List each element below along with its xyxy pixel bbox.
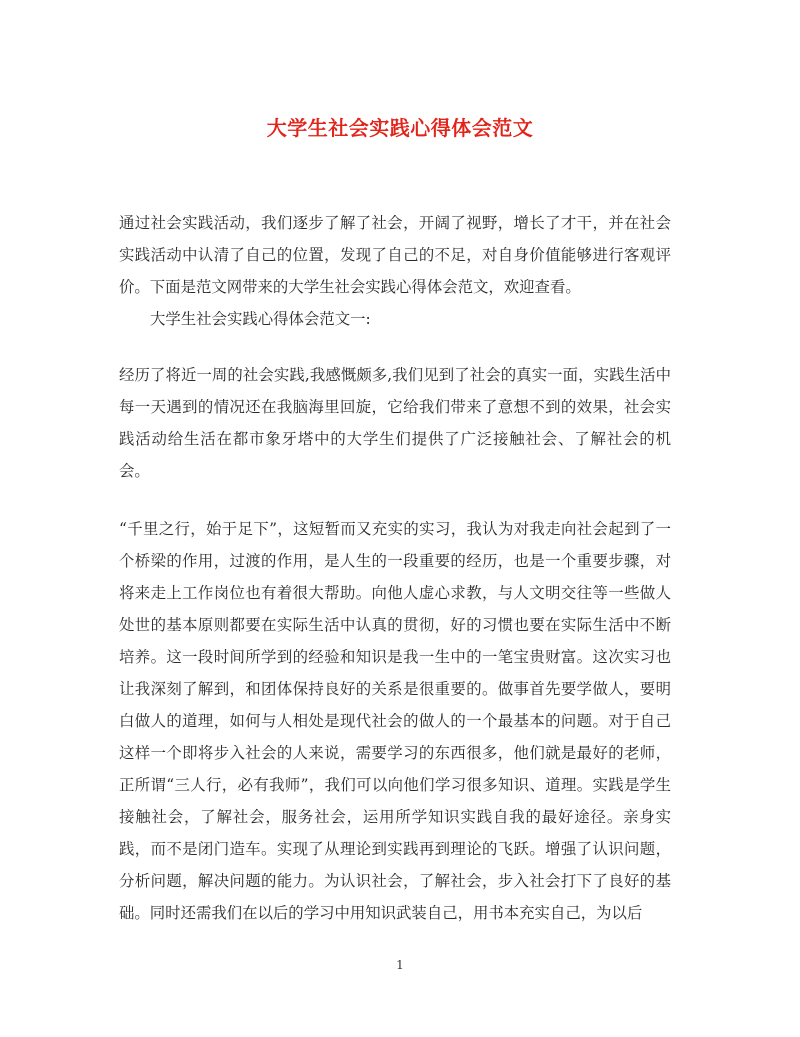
body-paragraph: “千里之行，始于足下”，这短暂而又充实的实习，我认为对我走向社会起到了一个桥梁的作用，过渡的作用，是人生的一段重要的经历，也是一个重要步骤，对将来走上工作岗位也有着很大帮助。向他人虚心求教，与人文明交往等一些做人处世的基本原则都要在实际生活中认真的贯彻，好的习惯也要在实际生活中不断培养。这一段时间所学到的经验和知识是我一生中的一笔宝贵财富。这次实习也让我深刻了解到，和团体保持良好的关系是很重要的。做事首先要学做人，要明白做人的道理，如何与人相处是现代社会的做人的一个最基本的问题。对于自己这样一个即将步入社会的人来说，需要学习的东西很多，他们就是最好的老师，正所谓“三人行，必有我师”，我们可以向他们学习很多知识、道理。实践是学生接触社会，了解社会，服务社会，运用所学知识实践自我的最好途径。亲身实践，而不是闭门造车。实现了从理论到实践再到理论的飞跃。增强了认识问题，分析问题，解决问题的能力。为认识社会，了解社会，步入社会打下了良好的基础。同时还需我们在以后的学习中用知识武装自己，用书本充实自己，为以后 — [119, 520, 671, 922]
document-title: 大学生社会实践心得体会范文 — [266, 116, 534, 140]
intro-paragraph: 通过社会实践活动，我们逐步了解了社会，开阔了视野，增长了才干，并在社会实践活动中认清了自己的位置，发现了自己的不足，对自身价值能够进行客观评价。下面是范文网带来的大学生社会实践心得体会范文，欢迎查看。 — [119, 214, 671, 296]
section-heading: 大学生社会实践心得体会范文一: — [150, 310, 371, 328]
body-paragraph: 经历了将近一周的社会实践,我感慨颇多,我们见到了社会的真实一面，实践生活中每一天遇到的情况还在我脑海里回旋，它给我们带来了意想不到的效果，社会实践活动给生活在都市象牙塔中的大学生们提供了广泛接触社会、了解社会的机会。 — [119, 366, 671, 480]
page-number: 1 — [396, 958, 404, 972]
